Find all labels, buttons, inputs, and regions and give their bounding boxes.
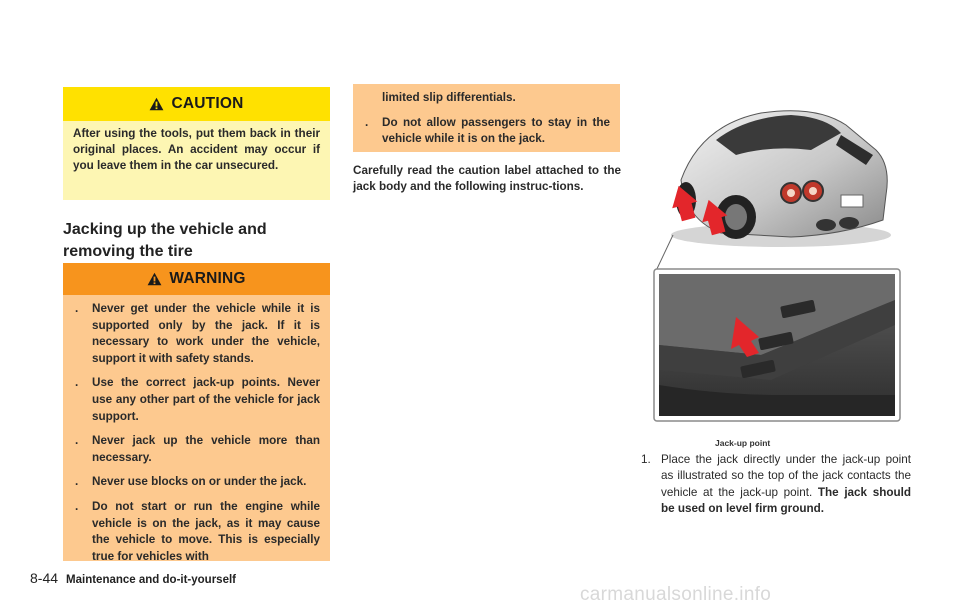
watermark: carmanualsonline.info (580, 584, 772, 605)
warning-title: WARNING (169, 270, 246, 287)
caution-text: After using the tools, put them back in their original places. An accident may occur if you leave them in the car unsecured. (73, 127, 320, 172)
page-footer (30, 570, 236, 586)
instruction-paragraph: Carefully read the caution label attached to the jack body and the following instruc-tions. (353, 164, 621, 193)
step-number: 1. (641, 453, 651, 466)
list-item: . Never jack up the vehicle more than necessary. (75, 433, 320, 466)
warning-box (63, 263, 330, 561)
bullet: . (75, 376, 79, 390)
jack-point-detail (654, 269, 900, 421)
bullet: . (365, 115, 369, 129)
step-text: Place the jack directly under the jack-up point as illustrated so the top of the jack contacts the vehicle at the jack-up point. (661, 453, 911, 499)
section-heading: Jacking up the vehicle and removing the tire (63, 221, 267, 260)
warning-list (63, 295, 330, 565)
list-item: limited slip differentials. (382, 91, 516, 104)
warning-triangle-icon (149, 97, 164, 111)
bullet: . (75, 499, 79, 513)
warning-header (63, 263, 330, 295)
bullet: . (75, 302, 79, 315)
list-item: . Never get under the vehicle while it is supported only by the jack. If it is necessary to work under the vehicle, support it with safety stands. (75, 301, 320, 367)
list-item: . Do not allow passengers to stay in the vehicle while it is on the jack. (365, 115, 610, 148)
footer-title: Maintenance and do-it-yourself (66, 574, 236, 586)
jack-up-point-illustration (641, 95, 911, 430)
caution-title: CAUTION (171, 95, 244, 112)
warning-triangle-icon (147, 272, 162, 286)
step-bold-text: The jack should be used on level firm ground. (661, 485, 912, 515)
list-item: . Use the correct jack-up points. Never use any other part of the vehicle for jack support. (75, 375, 320, 425)
caution-box (63, 87, 330, 200)
page-number: 8-44 (30, 570, 59, 586)
step-1 (641, 452, 911, 517)
warning-continued-box (353, 84, 620, 152)
bullet: . (75, 475, 79, 489)
bullet: . (75, 434, 79, 448)
figure-caption: Jack-up point (715, 438, 771, 448)
list-item: . Do not start or run the engine while vehicle is on the jack, as it may cause the vehicle to move. This is especially true for vehicles with (75, 499, 320, 565)
list-item: . Never use blocks on or under the jack. (75, 474, 320, 491)
car-illustration (671, 111, 891, 247)
callout-line (655, 235, 673, 273)
warning-continued-list (353, 84, 620, 148)
caution-header (63, 87, 330, 121)
